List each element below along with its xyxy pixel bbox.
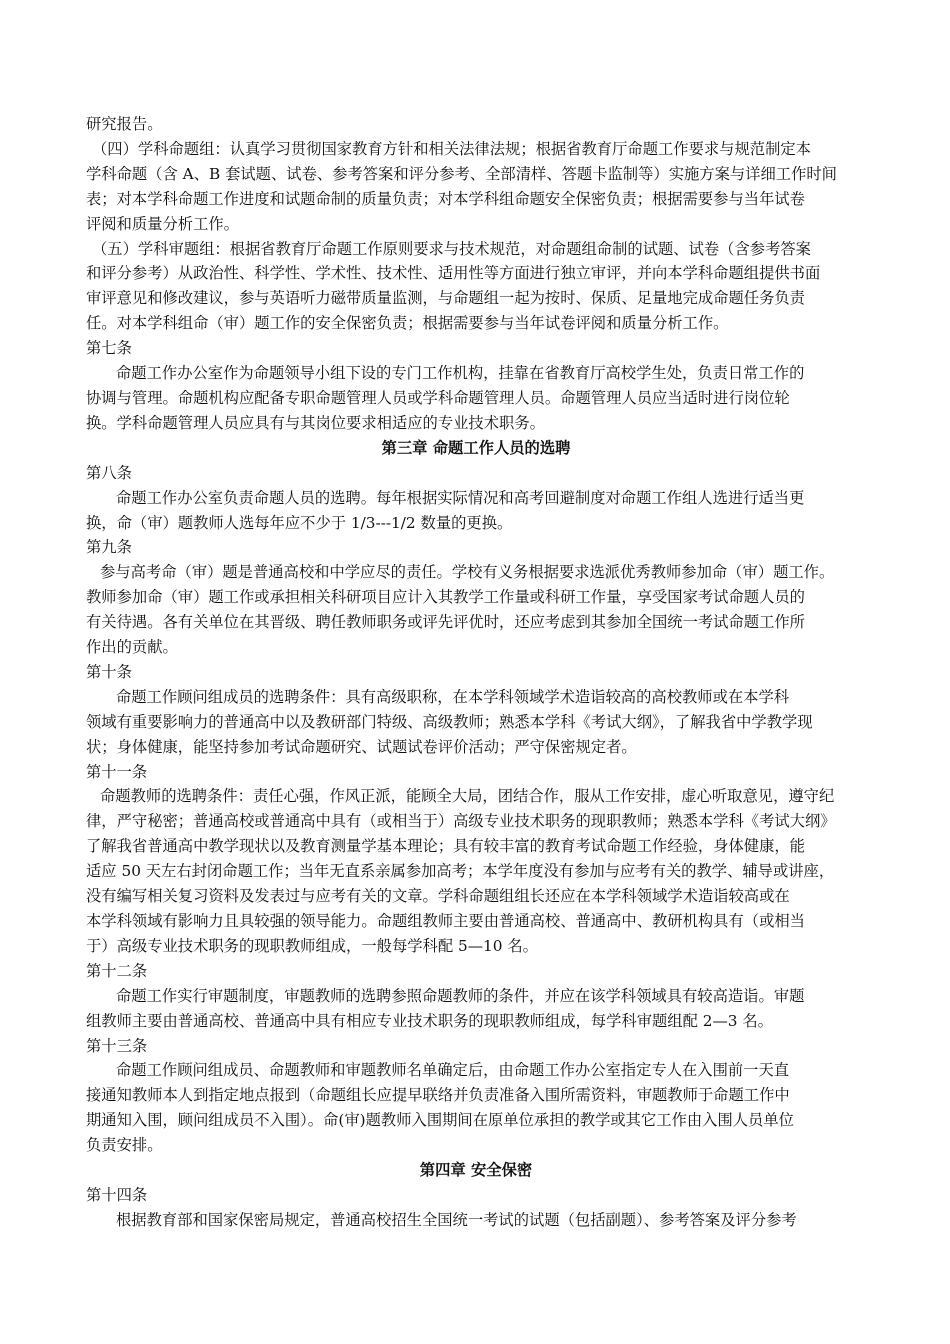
text-line: 根据教育部和国家保密局规定，普通高校招生全国统一考试的试题（包括副题）、参考答案及评分参考	[116, 1210, 797, 1229]
paragraph	[86, 361, 866, 436]
paragraph	[86, 1058, 866, 1158]
text-line: 有关待遇。各有关单位在其晋级、聘任教师职务或评先评优时，还应考虑到其参加全国统一考试命题工作所	[86, 613, 805, 632]
text-line: 研究报告。	[86, 115, 163, 133]
text-line: 命题教师的选聘条件：责任心强，作风正派，能顾全大局，团结合作，服从工作安排，虚心听取意见，遵守纪	[100, 787, 835, 806]
text-line: 期通知入围，顾问组成员不入围）。命(审)题教师入围期间在原单位承担的教学或其它工作由入围人员单位	[86, 1111, 794, 1130]
text-line: 学科命题（含 A、B 套试题、试卷、参考答案和评分参考、全部清样、答题卡监制等）实施方案与详细工作时间	[86, 164, 837, 183]
text-line: 参与高考命（审）题是普通高校和中学应尽的责任。学校有义务根据要求选派优秀教师参加命（审）题工作。	[100, 563, 835, 582]
text-line: 状；身体健康，能坚持参加考试命题研究、试题试卷评价活动；严守保密规定者。	[86, 737, 637, 756]
text-line: 换，命（审）题教师人选每年应不少于 1/3---1/2 数量的更换。	[86, 513, 513, 532]
article-heading: 第十四条	[86, 1185, 148, 1204]
paragraph	[86, 1208, 866, 1233]
text-line: 本学科领域有影响力且具较强的领导能力。命题组教师主要由普通高校、普通高中、教研机构具有（或相当	[86, 912, 805, 930]
text-line: 任。对本学科组命（审）题工作的安全保密负责；根据需要参与当年试卷评阅和质量分析工作。	[86, 314, 729, 333]
text-line: 命题工作实行审题制度，审题教师的选聘参照命题教师的条件，并应在该学科领域具有较高造诣。审题	[116, 986, 805, 1005]
text-line: 命题工作办公室作为命题领导小组下设的专门工作机构，挂靠在省教育厅高校学生处，负责日常工作的	[116, 364, 805, 383]
article-heading: 第十条	[86, 662, 132, 681]
text-line: 作出的贡献。	[86, 638, 178, 657]
text-line: 没有编写相关复习资料及发表过与应考有关的文章。学科命题组组长还应在本学科领域学术造诣较高或在	[86, 887, 790, 906]
text-line: 负责安排。	[86, 1136, 163, 1155]
text-line: 命题工作顾问组成员的选聘条件：具有高级职称，在本学科领域学术造诣较高的高校教师或在本学科	[116, 687, 790, 706]
text-line: 和评分参考）从政治性、科学性、学术性、技术性、适用性等方面进行独立审评，并向本学科命题组提供书面	[86, 264, 821, 283]
article-heading: 第十三条	[86, 1036, 148, 1055]
paragraph	[86, 112, 866, 137]
text-line: 命题工作顾问组成员、命题教师和审题教师名单确定后，由命题工作办公室指定专人在入围前一天直	[116, 1061, 790, 1080]
article-heading: 第七条	[86, 339, 132, 358]
text-line: 命题工作办公室负责命题人员的选聘。每年根据实际情况和高考回避制度对命题工作组人选进行适当更	[116, 488, 805, 507]
article-heading: 第十一条	[86, 762, 148, 781]
paragraph-subject-review-group	[86, 237, 866, 337]
text-line: 教师参加命（审）题工作或承担相关科研项目应计入其教学工作量或科研工作量，享受国家考试命题人员的	[86, 588, 805, 607]
paragraph	[86, 560, 866, 660]
article-heading: 第十二条	[86, 961, 148, 980]
text-line: 组教师主要由普通高校、普通高中具有相应专业技术职务的现职教师组成，每学科审题组配 2—3 名。	[86, 1011, 773, 1030]
text-line: 了解我省普通高中教学现状以及教育测量学基本理论；具有较丰富的教育考试命题工作经验，身体健康，能	[86, 837, 805, 856]
text-line: （四）学科命题组：认真学习贯彻国家教育方针和相关法律法规；根据省教育厅命题工作要求与规范制定本	[92, 139, 811, 158]
paragraph	[86, 984, 866, 1034]
chapter-heading: 第三章 命题工作人员的选聘	[381, 438, 571, 457]
text-line: 评阅和质量分析工作。	[86, 214, 239, 233]
article-heading: 第九条	[86, 538, 132, 557]
text-line: 接通知教师本人到指定地点报到（命题组长应提早联络并负责准备入围所需资料，审题教师于命题工作中	[86, 1086, 790, 1105]
text-line: 适应 50 天左右封闭命题工作；当年无直系亲属参加高考；本学年度没有参加与应考有关的教学、辅导或讲座，	[86, 862, 835, 881]
text-line: 换。学科命题管理人员应具有与其岗位要求相适应的专业技术职务。	[86, 413, 545, 432]
article-heading: 第八条	[86, 463, 132, 482]
paragraph	[86, 486, 866, 536]
paragraph	[86, 685, 866, 760]
text-line: 协调与管理。命题机构应配备专职命题管理人员或学科命题管理人员。命题管理人员应当适时进行岗位轮	[86, 388, 790, 407]
text-line: （五）学科审题组：根据省教育厅命题工作原则要求与技术规范，对命题组命制的试题、试卷（含参考答案	[92, 239, 811, 258]
text-line: 领域有重要影响力的普通高中以及教研部门特级、高级教师；熟悉本学科《考试大纲》，了解我省中学教学现	[86, 712, 813, 731]
text-line: 表；对本学科命题工作进度和试题命制的质量负责；对本学科组命题安全保密负责；根据需要参与当年试卷	[86, 189, 805, 208]
text-line: 于）高级专业技术职务的现职教师组成，一般每学科配 5—10 名。	[86, 936, 538, 955]
document-page	[86, 112, 866, 1233]
chapter-heading: 第四章 安全保密	[419, 1161, 533, 1180]
text-line: 审评意见和修改建议，参与英语听力磁带质量监测，与命题组一起为按时、保质、足量地完成命题任务负责	[86, 289, 805, 308]
paragraph-subject-proposition-group	[86, 137, 866, 237]
paragraph	[86, 784, 866, 958]
text-line: 律，严守秘密；普通高校或普通高中具有（或相当于）高级专业技术职务的现职教师；熟悉本学科《考试大纲》	[86, 812, 836, 831]
